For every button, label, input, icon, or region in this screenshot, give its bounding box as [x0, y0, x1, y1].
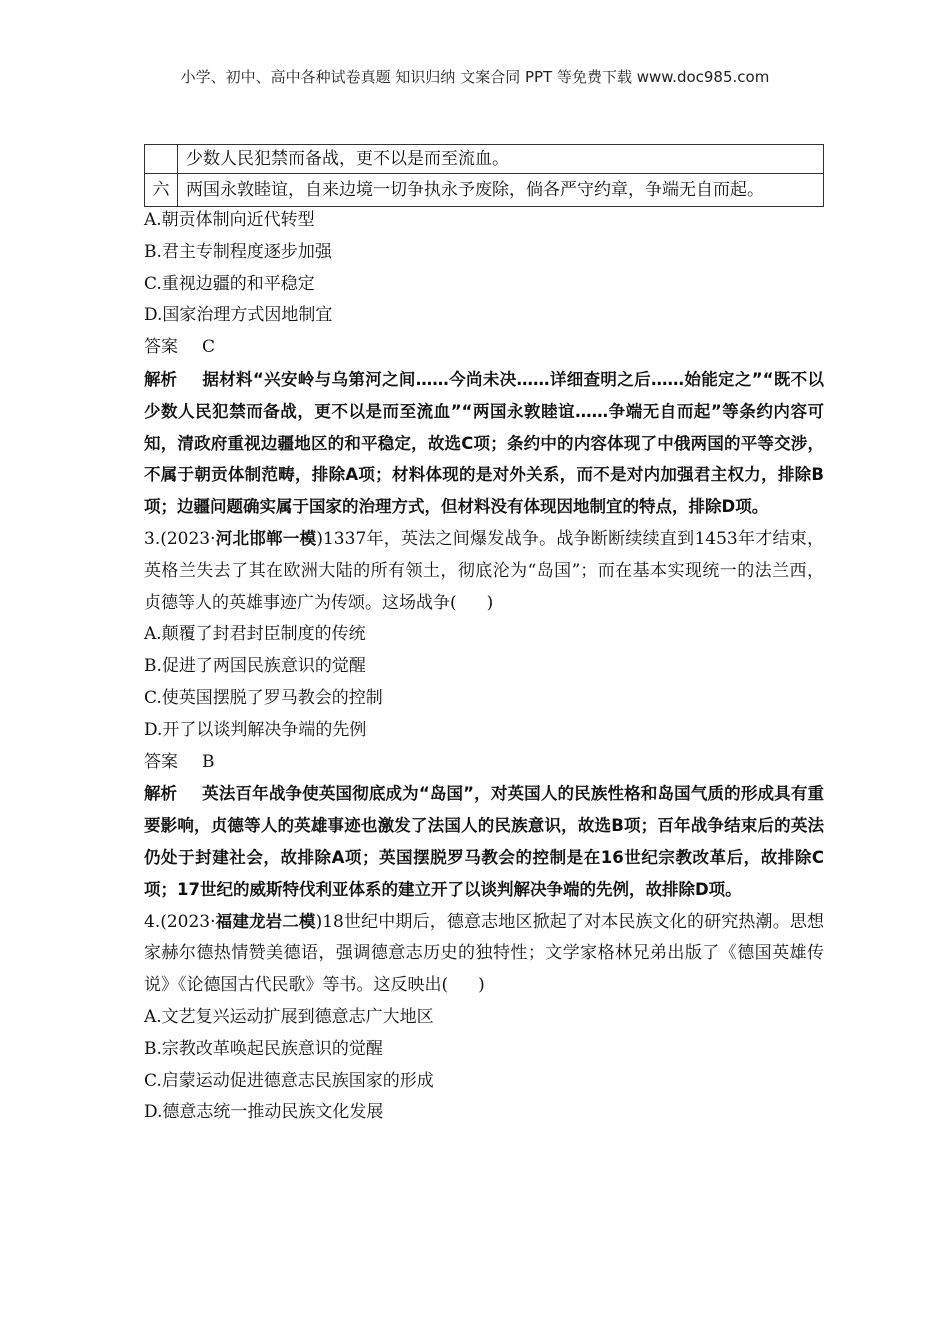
question-text: )18世纪中期后，德意志地区掀起了对本民族文化的研究热潮。思想家赫尔德热情赞美德语，强调德意志历史的独特性；文学家格林兄弟出版了《德国英雄传说》《论德国古代民歌》等书。这反映出( — [144, 911, 825, 996]
table-row — [145, 145, 824, 174]
question-text-end: ) — [478, 975, 485, 996]
question-number: 4.(2023· — [144, 911, 216, 932]
option-d: D.国家治理方式因地制宜 — [144, 305, 333, 326]
question-4-options — [144, 1002, 824, 1129]
table-row — [145, 174, 824, 207]
option-a: A.朝贡体制向近代转型 — [144, 210, 315, 230]
option-c: C.重视边疆的和平稳定 — [144, 273, 315, 294]
table-row-text: 两国永敦睦谊，自来边境一切争执永予废除，倘各严守约章，争端无自而起。 — [178, 174, 824, 207]
option-d: D.开了以谈判解决争端的先例 — [144, 719, 367, 740]
analysis-text: 据材料“兴安岭与乌第河之间……今尚未决……详细查明之后……始能定之”“既不以少数人民犯禁而备战，更不以是而至流血”“两国永敦睦谊……争端无自而起”等条约内容可知，清政府重视边疆地区的和平稳定，故选C项；条约中的内容体现了中俄两国的平等交涉，不属于朝贡体制范畴，排除A项；材料体现的是对外关系，而不是对内加强君主权力，排除B项；边疆问题确实属于国家的治理方式，但材料没有体现因地制宜的特点，排除D项。 — [144, 369, 824, 517]
option-b: B.促进了两国民族意识的觉醒 — [144, 656, 366, 677]
option-d: D.德意志统一推动民族文化发展 — [144, 1102, 384, 1123]
question-2-analysis — [144, 364, 824, 523]
question-text-end: ) — [486, 592, 494, 613]
answer-label: 答案 — [144, 337, 178, 358]
table-row-number — [145, 145, 178, 174]
answer-value: B — [202, 751, 215, 772]
treaty-table — [144, 144, 824, 207]
question-2-answer — [144, 332, 824, 364]
question-3-analysis — [144, 778, 824, 905]
question-3-options — [144, 619, 824, 746]
page-header: 小学、初中、高中各种试卷真题 知识归纳 文案合同 PPT 等免费下载 www.doc985.com — [180, 68, 770, 86]
answer-value: C — [202, 337, 216, 358]
question-4-stem — [144, 906, 824, 1002]
page-content — [144, 144, 824, 1129]
question-source: 河北邯郸一模 — [215, 528, 317, 548]
question-text: )1337年，英法之间爆发战争。战争断断续续直到1453年才结束，英格兰失去了其在欧洲大陆的所有领土，彻底沦为“岛国”；而在基本实现统一的法兰西，贞德等人的英雄事迹广为传颂。这场战争( — [144, 528, 824, 613]
question-3-stem — [144, 523, 824, 619]
option-b: B.君主专制程度逐步加强 — [144, 241, 332, 262]
analysis-text: 英法百年战争使英国彻底成为“岛国”，对英国人的民族性格和岛国气质的形成具有重要影响，贞德等人的英雄事迹也激发了法国人的民族意识，故选B项；百年战争结束后的英法仍处于封建社会，故排除A项；英国摆脱罗马教会的控制是在16世纪宗教改革后，故排除C项；17世纪的威斯特伐利亚体系的建立开了以谈判解决争端的先例，故排除D项。 — [144, 784, 824, 899]
option-c: C.使英国摆脱了罗马教会的控制 — [144, 687, 383, 708]
option-c: C.启蒙运动促进德意志民族国家的形成 — [144, 1070, 434, 1091]
option-b: B.宗教改革唤起民族意识的觉醒 — [144, 1038, 383, 1059]
answer-label: 答案 — [144, 751, 178, 772]
question-3-answer — [144, 747, 824, 779]
table-row-text: 少数人民犯禁而备战，更不以是而至流血。 — [178, 145, 824, 174]
option-a: A.颠覆了封君封臣制度的传统 — [144, 624, 366, 645]
question-2-options — [144, 205, 824, 332]
table-row-number: 六 — [145, 174, 178, 207]
question-source: 福建龙岩二模 — [215, 911, 316, 931]
question-number: 3.(2023· — [144, 528, 216, 549]
analysis-label: 解析 — [144, 369, 177, 389]
analysis-label: 解析 — [144, 784, 177, 804]
option-a: A.文艺复兴运动扩展到德意志广大地区 — [144, 1006, 434, 1027]
